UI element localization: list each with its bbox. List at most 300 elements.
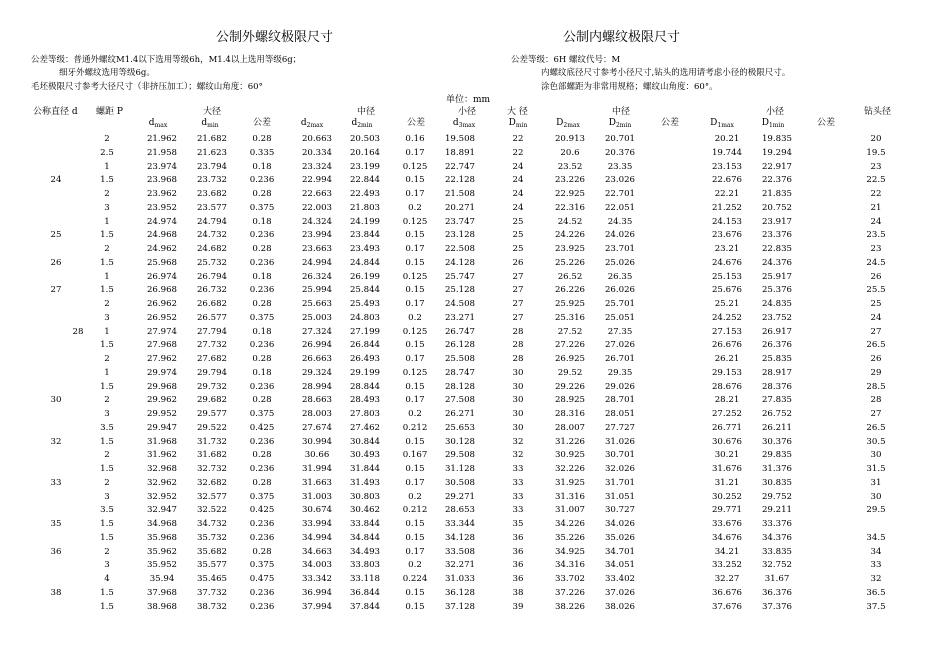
- table-cell: 25.003: [301, 312, 333, 323]
- sub-header-8: [554, 118, 582, 131]
- table-cell: 31.226: [554, 436, 586, 447]
- table-cell: 30.727: [604, 505, 636, 516]
- table-cell: 33.994: [301, 519, 333, 529]
- table-cell: 33.844: [349, 519, 381, 529]
- table-cell: 26.211: [761, 422, 793, 433]
- table-cell: 33.508: [444, 546, 476, 557]
- table-cell: 26.701: [604, 354, 636, 364]
- sub-header-main: D: [710, 118, 718, 128]
- table-cell: 34: [870, 546, 882, 557]
- table-cell: 25.701: [604, 299, 636, 309]
- table-cell: 34.5: [866, 532, 886, 543]
- table-cell: 28.676: [711, 381, 743, 392]
- table-cell: 34.128: [444, 532, 476, 543]
- table-cell: 23.962: [146, 189, 178, 199]
- table-cell: 0.17: [405, 299, 425, 309]
- table-cell: 37.226: [554, 587, 586, 598]
- table-cell: 28.844: [349, 381, 381, 392]
- table-cell: 27.803: [349, 409, 381, 419]
- table-cell: 22.663: [301, 189, 333, 199]
- table-cell: 31.003: [301, 491, 333, 502]
- table-cell: 29.947: [146, 422, 178, 433]
- table-cell: 25.128: [444, 285, 476, 296]
- table-cell: 22.917: [761, 161, 793, 172]
- table-cell: 26.493: [349, 354, 381, 364]
- table-cell: 25.747: [444, 271, 476, 282]
- table-cell: 0.236: [249, 464, 275, 474]
- table-cell: 37.128: [444, 601, 476, 612]
- table-cell: 24: [870, 216, 882, 227]
- table-cell: 23.663: [301, 244, 333, 254]
- table-cell: 25.153: [711, 271, 743, 282]
- table-cell: 0.15: [405, 532, 425, 543]
- table-cell: 24.732: [196, 230, 228, 241]
- table-cell: 0.2: [408, 491, 422, 502]
- sub-header-main: 公差: [660, 118, 679, 128]
- table-cell: 28.925: [554, 395, 586, 406]
- table-cell: 26.968: [146, 285, 178, 296]
- table-cell: 0.17: [405, 546, 425, 557]
- pitch-cell: 3: [104, 312, 110, 323]
- table-cell: 24.682: [196, 244, 228, 254]
- table-cell: 24.835: [761, 299, 793, 309]
- table-cell: 25.026: [604, 257, 636, 268]
- sub-header-7: [504, 118, 532, 131]
- sub-header-subscript: 2min: [357, 122, 373, 129]
- table-cell: 34.051: [604, 560, 636, 571]
- table-cell: 25.925: [554, 299, 586, 309]
- table-cell: 24.026: [604, 230, 636, 241]
- table-cell: 34.676: [711, 532, 743, 543]
- table-cell: 28.747: [444, 367, 476, 378]
- pitch-cell: 2: [104, 354, 110, 364]
- table-cell: 0.18: [252, 326, 272, 337]
- table-cell: 30: [870, 491, 882, 502]
- pitch-cell: 1.5: [100, 257, 114, 268]
- table-cell: 27.727: [604, 422, 636, 433]
- pitch-cell: 2: [104, 244, 110, 254]
- table-cell: 27.974: [146, 326, 178, 337]
- nominal-diameter: 36: [50, 546, 62, 557]
- table-cell: 24.803: [349, 312, 381, 323]
- table-cell: 0.15: [405, 587, 425, 598]
- table-cell: 0.18: [252, 367, 272, 378]
- table-cell: 23.577: [196, 202, 228, 213]
- nominal-diameter: 30: [50, 395, 62, 406]
- table-cell: 35.026: [604, 532, 636, 543]
- table-cell: 20.701: [604, 134, 636, 144]
- table-cell: 34.493: [349, 546, 381, 557]
- table-cell: 0.236: [249, 587, 275, 598]
- sub-header-subscript: 2max: [563, 122, 580, 129]
- table-cell: 27.226: [554, 340, 586, 351]
- header-int-pitch: 中径: [612, 107, 631, 117]
- table-cell: 33.803: [349, 560, 381, 571]
- table-cell: 19.294: [761, 147, 793, 158]
- nominal-diameter: 27: [50, 285, 62, 296]
- table-cell: 36.376: [761, 587, 793, 598]
- pitch-cell: 1: [104, 271, 110, 282]
- table-cell: 35.968: [146, 532, 178, 543]
- table-cell: 30.493: [349, 450, 381, 461]
- table-cell: 28: [512, 340, 524, 351]
- table-cell: 29.752: [761, 491, 793, 502]
- pitch-cell: 1: [104, 367, 110, 378]
- table-cell: 35.952: [146, 560, 178, 571]
- sub-header-main: D: [508, 118, 516, 128]
- pitch-cell: 2: [104, 395, 110, 406]
- table-cell: 25.835: [761, 354, 793, 364]
- table-cell: 23.153: [711, 161, 743, 172]
- table-cell: 26.577: [196, 312, 228, 323]
- table-cell: 23.026: [604, 175, 636, 186]
- pitch-cell: 3: [104, 409, 110, 419]
- table-cell: 30.462: [349, 505, 381, 516]
- table-cell: 27.462: [349, 422, 381, 433]
- table-cell: 24.252: [711, 312, 743, 323]
- table-cell: 27: [870, 409, 882, 419]
- sub-header-subscript: 2max: [306, 122, 324, 129]
- table-cell: 24.376: [761, 257, 793, 268]
- table-cell: 25.5: [866, 285, 886, 296]
- right-title: 公制内螺纹极限尺寸: [563, 30, 681, 45]
- table-cell: 34.732: [196, 519, 228, 529]
- table-cell: 0.28: [252, 189, 272, 199]
- table-cell: 26.128: [444, 340, 476, 351]
- table-cell: 25.051: [604, 312, 636, 323]
- table-cell: 23.682: [196, 189, 228, 199]
- pitch-cell: 1: [104, 216, 110, 227]
- table-cell: 32.271: [444, 560, 476, 571]
- table-cell: 31.732: [196, 436, 228, 447]
- table-cell: 24.199: [349, 216, 381, 227]
- table-cell: 36: [512, 532, 524, 543]
- table-cell: 28.051: [604, 409, 636, 419]
- table-cell: 27.732: [196, 340, 228, 351]
- table-cell: 26: [512, 257, 524, 268]
- table-cell: 30.66: [304, 450, 330, 461]
- table-cell: 23.752: [761, 312, 793, 323]
- table-cell: 33: [512, 505, 524, 516]
- pitch-cell: 3.5: [100, 505, 114, 516]
- table-cell: 0.375: [249, 491, 275, 502]
- table-cell: 31.5: [866, 464, 886, 474]
- table-cell: 0.125: [402, 161, 428, 172]
- nominal-diameter: 26: [50, 257, 62, 268]
- table-cell: 36.994: [301, 587, 333, 598]
- table-cell: 31.493: [349, 477, 381, 488]
- table-cell: 25.917: [761, 271, 793, 282]
- table-cell: 26.026: [604, 285, 636, 296]
- table-cell: 23.52: [557, 161, 583, 172]
- table-cell: 33.342: [301, 574, 333, 584]
- table-cell: 22.21: [714, 189, 740, 199]
- table-cell: 0.15: [405, 519, 425, 529]
- table-cell: 0.236: [249, 230, 275, 241]
- table-cell: 26.226: [554, 285, 586, 296]
- table-cell: 29.35: [607, 367, 633, 378]
- table-cell: 20.503: [349, 134, 381, 144]
- table-cell: 23.128: [444, 230, 476, 241]
- table-cell: 19.5: [866, 147, 886, 158]
- sub-header-subscript: max: [154, 122, 168, 129]
- sub-header-main: D: [761, 118, 769, 128]
- sub-header-main: 公差: [816, 118, 835, 128]
- table-cell: 28.316: [554, 409, 586, 419]
- table-cell: 22.003: [301, 202, 333, 213]
- table-cell: 28: [512, 326, 524, 337]
- table-cell: 23.324: [301, 161, 333, 172]
- table-cell: 31.21: [714, 477, 740, 488]
- table-cell: 33.835: [761, 546, 793, 557]
- table-cell: 35: [512, 519, 524, 529]
- table-cell: 26.974: [146, 271, 178, 282]
- table-cell: 22.925: [554, 189, 586, 199]
- table-cell: 34.968: [146, 519, 178, 529]
- sub-header-subscript: 1max: [717, 122, 734, 129]
- table-cell: 31.994: [301, 464, 333, 474]
- table-cell: 0.425: [249, 422, 275, 433]
- table-cell: 25: [512, 230, 524, 241]
- sub-header-1: [196, 118, 224, 131]
- sub-header-main: d: [148, 118, 155, 128]
- table-cell: 29.226: [554, 381, 586, 392]
- table-cell: 29.771: [711, 505, 743, 516]
- table-cell: 20.164: [349, 147, 381, 158]
- pitch-cell: 1: [104, 326, 110, 337]
- table-cell: 26.732: [196, 285, 228, 296]
- table-cell: 33.376: [761, 519, 793, 529]
- table-cell: 23: [870, 244, 882, 254]
- sub-header-main: d: [300, 118, 307, 128]
- table-cell: 21.962: [146, 134, 178, 144]
- left-note-1: 公差等级：普通外螺纹M1.4以下选用等级6h，M1.4以上选用等级6g；: [31, 55, 302, 65]
- table-cell: 22.316: [554, 202, 586, 213]
- table-cell: 0.224: [402, 574, 428, 584]
- header-int-major: 大 径: [507, 107, 528, 117]
- table-cell: 22: [512, 134, 524, 144]
- left-title: 公制外螺纹极限尺寸: [216, 30, 334, 45]
- table-cell: 23.794: [196, 161, 228, 172]
- table-cell: 33.252: [711, 560, 743, 571]
- table-cell: 32.947: [146, 505, 178, 516]
- sub-header-6: [450, 118, 478, 131]
- table-cell: 26.682: [196, 299, 228, 309]
- table-cell: 31.033: [444, 574, 476, 584]
- table-cell: 29.968: [146, 381, 178, 392]
- table-cell: 27.674: [301, 422, 333, 433]
- table-cell: 34.844: [349, 532, 381, 543]
- table-cell: 26.52: [557, 271, 583, 282]
- table-cell: 36.128: [444, 587, 476, 598]
- table-cell: 0.2: [408, 409, 422, 419]
- table-cell: 21: [870, 202, 882, 213]
- table-cell: 35.94: [149, 574, 175, 584]
- table-cell: 32: [870, 574, 882, 584]
- table-cell: 23.747: [444, 216, 476, 227]
- table-cell: 22.835: [761, 244, 793, 254]
- pitch-cell: 1.5: [100, 464, 114, 474]
- table-cell: 19.744: [711, 147, 743, 158]
- table-cell: 23: [870, 161, 882, 172]
- table-cell: 35.732: [196, 532, 228, 543]
- table-cell: 19.508: [444, 134, 476, 144]
- table-cell: 23.952: [146, 202, 178, 213]
- table-cell: 22.376: [761, 175, 793, 186]
- table-cell: 33: [512, 477, 524, 488]
- table-cell: 29.211: [761, 505, 793, 516]
- table-cell: 0.15: [405, 257, 425, 268]
- header-major: 大径: [203, 107, 222, 117]
- table-cell: 28: [870, 395, 882, 406]
- table-cell: 33.676: [711, 519, 743, 529]
- table-cell: 0.375: [249, 202, 275, 213]
- table-cell: 32.226: [554, 464, 586, 474]
- table-cell: 39: [512, 601, 524, 612]
- table-cell: 0.125: [402, 271, 428, 282]
- table-cell: 27.508: [444, 395, 476, 406]
- table-cell: 26.676: [711, 340, 743, 351]
- table-cell: 25.653: [444, 422, 476, 433]
- table-cell: 31.316: [554, 491, 586, 502]
- table-cell: 26.199: [349, 271, 381, 282]
- table-cell: 23.974: [146, 161, 178, 172]
- table-cell: 24.794: [196, 216, 228, 227]
- table-cell: 34.994: [301, 532, 333, 543]
- table-cell: 0.15: [405, 285, 425, 296]
- table-cell: 29.835: [761, 450, 793, 461]
- table-cell: 26.5: [866, 422, 886, 433]
- table-cell: 26.21: [714, 354, 740, 364]
- pitch-cell: 1.5: [100, 230, 114, 241]
- pitch-cell: 1.5: [100, 587, 114, 598]
- table-cell: 20.271: [444, 202, 476, 213]
- table-cell: 23.376: [761, 230, 793, 241]
- table-cell: 28.128: [444, 381, 476, 392]
- table-cell: 29.952: [146, 409, 178, 419]
- table-cell: 26.952: [146, 312, 178, 323]
- pitch-cell: 3: [104, 491, 110, 502]
- nominal-diameter: 25: [50, 230, 62, 241]
- table-cell: 30.925: [554, 450, 586, 461]
- table-cell: 28.003: [301, 409, 333, 419]
- table-cell: 25.21: [714, 299, 740, 309]
- left-note-2: 细牙外螺纹选用等级6g。: [59, 68, 155, 78]
- table-cell: 22.994: [301, 175, 333, 186]
- table-cell: 38.026: [604, 601, 636, 612]
- table-cell: 24.153: [711, 216, 743, 227]
- table-cell: 25.732: [196, 257, 228, 268]
- table-cell: 0.15: [405, 601, 425, 612]
- table-cell: 37.676: [711, 601, 743, 612]
- nominal-diameter: 32: [50, 436, 62, 447]
- table-cell: 0.236: [249, 175, 275, 186]
- sub-header-main: d: [201, 118, 208, 128]
- table-cell: 0.125: [402, 216, 428, 227]
- table-cell: 26.752: [761, 409, 793, 419]
- table-cell: 29.52: [557, 367, 583, 378]
- table-cell: 37.732: [196, 587, 228, 598]
- table-cell: 30: [870, 450, 882, 461]
- table-cell: 0.17: [405, 147, 425, 158]
- table-cell: 36: [512, 560, 524, 571]
- nominal-diameter: 28: [72, 326, 84, 337]
- pitch-cell: 1.5: [100, 532, 114, 543]
- sub-header-10: [656, 118, 684, 129]
- table-cell: 27.835: [761, 395, 793, 406]
- table-cell: 27.794: [196, 326, 228, 337]
- table-cell: 24: [512, 175, 524, 186]
- table-cell: 20.913: [554, 134, 586, 144]
- table-cell: 0.425: [249, 505, 275, 516]
- table-cell: 0.28: [252, 134, 272, 144]
- table-cell: 34.026: [604, 519, 636, 529]
- nominal-diameter: 33: [50, 477, 62, 488]
- pitch-cell: 1: [104, 161, 110, 172]
- table-cell: 23.994: [301, 230, 333, 241]
- table-cell: 26.324: [301, 271, 333, 282]
- table-cell: 34.925: [554, 546, 586, 557]
- table-cell: 34.376: [761, 532, 793, 543]
- table-cell: 31.128: [444, 464, 476, 474]
- pitch-cell: 2: [104, 299, 110, 309]
- table-cell: 21.623: [196, 147, 228, 158]
- table-cell: 31.962: [146, 450, 178, 461]
- table-cell: 24: [870, 312, 882, 323]
- sub-header-5: [402, 118, 430, 129]
- table-cell: 30.5: [866, 436, 886, 447]
- header-nominal: 公称直径 d: [33, 107, 78, 117]
- table-cell: 29.324: [301, 367, 333, 378]
- table-cell: 0.236: [249, 340, 275, 351]
- table-cell: 27: [512, 299, 524, 309]
- table-cell: 23.844: [349, 230, 381, 241]
- table-cell: 0.17: [405, 354, 425, 364]
- table-cell: 22.508: [444, 244, 476, 254]
- table-cell: 29.962: [146, 395, 178, 406]
- table-cell: 24: [512, 202, 524, 213]
- table-cell: 30.252: [711, 491, 743, 502]
- table-cell: 32.577: [196, 491, 228, 502]
- table-cell: 27.968: [146, 340, 178, 351]
- table-cell: 33: [512, 491, 524, 502]
- table-cell: 29.794: [196, 367, 228, 378]
- table-cell: 20.6: [560, 147, 580, 158]
- table-cell: 23.35: [607, 161, 633, 172]
- pitch-cell: 2: [104, 189, 110, 199]
- table-cell: 24.676: [711, 257, 743, 268]
- table-cell: 26.844: [349, 340, 381, 351]
- table-cell: 22.051: [604, 202, 636, 213]
- sub-header-subscript: min: [515, 122, 528, 129]
- table-cell: 20.334: [301, 147, 333, 158]
- table-cell: 0.236: [249, 532, 275, 543]
- table-cell: 23.917: [761, 216, 793, 227]
- table-cell: 0.375: [249, 409, 275, 419]
- table-cell: 23.226: [554, 175, 586, 186]
- table-cell: 20.21: [714, 134, 740, 144]
- table-cell: 31.925: [554, 477, 586, 488]
- table-cell: 28.701: [604, 395, 636, 406]
- pitch-cell: 2: [104, 134, 110, 144]
- table-cell: 0.15: [405, 381, 425, 392]
- table-cell: 27: [870, 326, 882, 337]
- table-cell: 23.199: [349, 161, 381, 172]
- table-cell: 22.493: [349, 189, 381, 199]
- sub-header-subscript: min: [207, 122, 219, 129]
- table-cell: 30.674: [301, 505, 333, 516]
- table-cell: 28: [512, 354, 524, 364]
